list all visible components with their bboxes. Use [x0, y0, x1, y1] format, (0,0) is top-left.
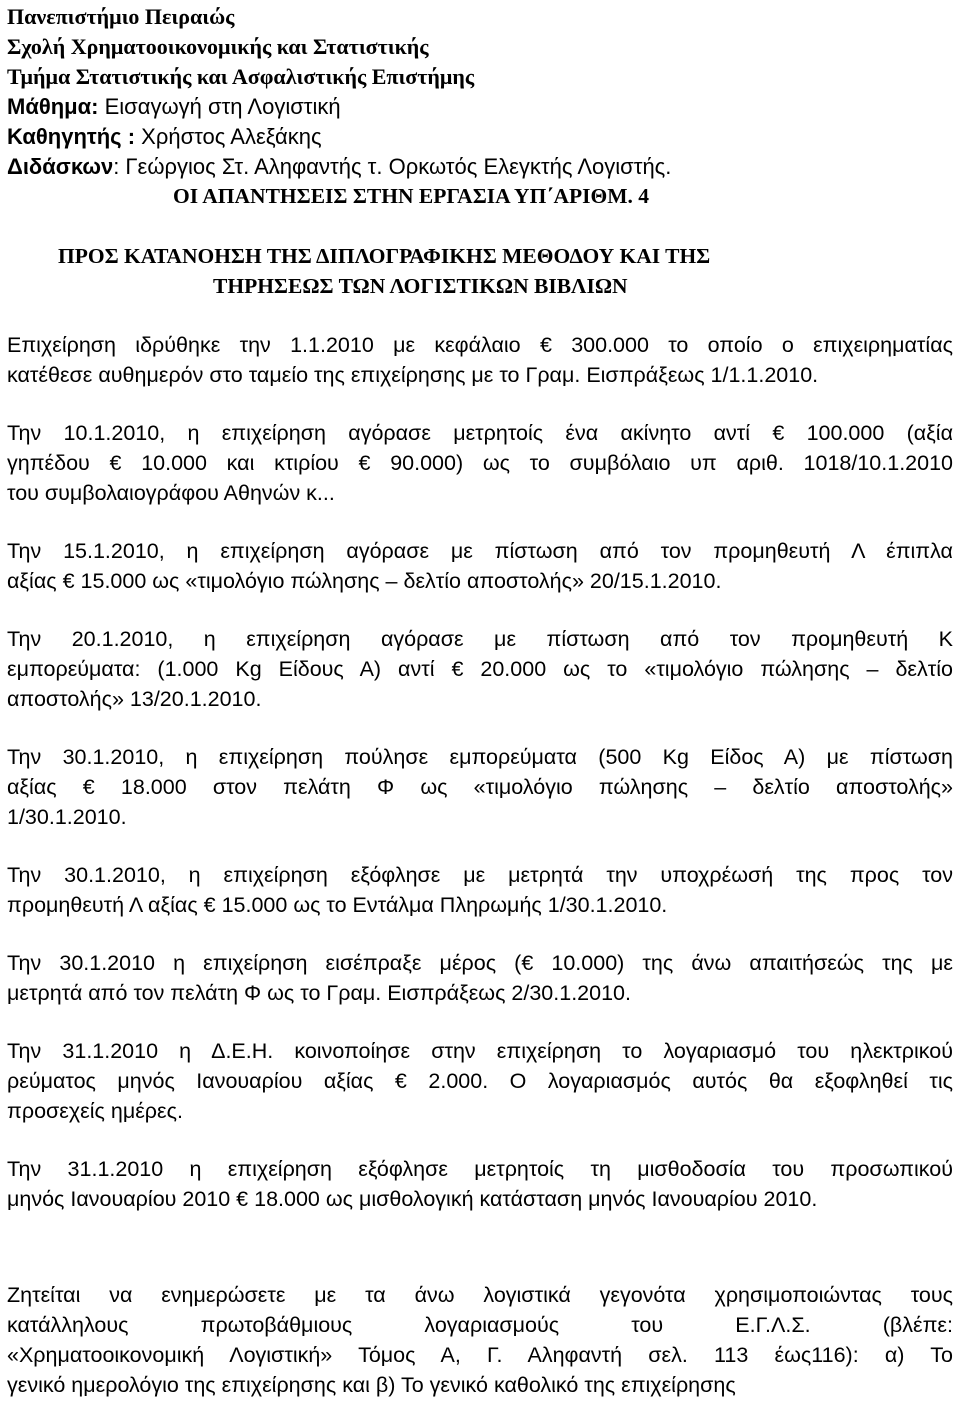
paragraph-2-line: του συμβολαιογράφου Αθηνών κ...: [7, 481, 335, 505]
paragraph-4-line: εμπορεύματα: (1.000 Kg Είδους Α) αντί € 20.000 ως το «τιμολόγιο πώλησης – δελτίο: [7, 657, 953, 681]
paragraph-3-line: αξίας € 15.000 ως «τιμολόγιο πώλησης – δελτίο αποστολής» 20/15.1.2010.: [7, 569, 722, 593]
paragraph-8-line: ρεύματος μηνός Ιανουαρίου αξίας € 2.000. Ο λογαριασμός αυτός θα εξοφληθεί τις: [7, 1069, 953, 1093]
paragraph-2-line: Την 10.1.2010, η επιχείρηση αγόρασε μετρητοίς ένα ακίνητο αντί € 100.000 (αξία: [7, 421, 953, 445]
university-name: Πανεπιστήμιο Πειραιώς: [7, 4, 235, 29]
course-line: [7, 96, 341, 118]
paragraph-4-line: αποστολής» 13/20.1.2010.: [7, 687, 262, 711]
paragraph-8-line: προσεχείς ημέρες.: [7, 1099, 183, 1123]
course-label: Μάθημα:: [7, 94, 99, 119]
instructor-line: [7, 156, 671, 178]
paragraph-10-line: κατάλληλους πρωτοβάθμιους λογαριασμούς του Ε.Γ.Λ.Σ. (βλέπε:: [7, 1313, 953, 1337]
paragraph-10-line: γενικό ημερολόγιο της επιχείρησης και β) Το γενικό καθολικό της επιχείρησης: [7, 1373, 736, 1397]
paragraph-10-line: Ζητείται να ενημερώσετε με τα άνω λογιστικά γεγονότα χρησιμοποιώντας τους: [7, 1283, 953, 1307]
paragraph-4-line: Την 20.1.2010, η επιχείρηση αγόρασε με πίστωση από τον προμηθευτή Κ: [7, 627, 953, 651]
paragraph-7-line: Την 30.1.2010 η επιχείρηση εισέπραξε μέρος (€ 10.000) της άνω απαιτήσεώς της με: [7, 951, 953, 975]
topic-title-line-2: ΤΗΡΗΣΕΩΣ ΤΩΝ ΛΟΓΙΣΤΙΚΩΝ ΒΙΒΛΙΩΝ: [213, 274, 628, 298]
paragraph-9-line: μηνός Ιανουαρίου 2010 € 18.000 ως μισθολογική κατάσταση μηνός Ιανουαρίου 2010.: [7, 1187, 818, 1211]
answers-title: ΟΙ ΑΠΑΝΤΗΣΕΙΣ ΣΤΗΝ ΕΡΓΑΣΙΑ ΥΠ΄ΑΡΙΘΜ. 4: [173, 184, 650, 208]
paragraph-9-line: Την 31.1.2010 η επιχείρηση εξόφλησε μετρητοίς τη μισθοδοσία του προσωπικού: [7, 1157, 953, 1181]
paragraph-1-line: κατέθεσε αυθημερόν στο ταμείο της επιχείρησης με το Γραμ. Εισπράξεως 1/1.1.2010.: [7, 363, 819, 387]
professor-label: Καθηγητής :: [7, 124, 136, 149]
professor-line: [7, 126, 322, 148]
paragraph-3-line: Την 15.1.2010, η επιχείρηση αγόρασε με πίστωση από τον προμηθευτή Λ έπιπλα: [7, 539, 953, 563]
paragraph-2-line: γηπέδου € 10.000 και κτιρίου € 90.000) ως το συμβόλαιο υπ αριθ. 1018/10.1.2010: [7, 451, 953, 475]
paragraph-6-line: Την 30.1.2010, η επιχείρηση εξόφλησε με μετρητά την υποχρέωσή της προς τον: [7, 863, 953, 887]
course-value: Εισαγωγή στη Λογιστική: [104, 94, 341, 119]
paragraph-7-line: μετρητά από τον πελάτη Φ ως το Γραμ. Εισπράξεως 2/30.1.2010.: [7, 981, 631, 1005]
paragraph-5-line: αξίας € 18.000 στον πελάτη Φ ως «τιμολόγιο πώλησης – δελτίο αποστολής»: [7, 775, 953, 799]
topic-title-line-1: ΠΡΟΣ ΚΑΤΑΝΟΗΣΗ ΤΗΣ ΔΙΠΛΟΓΡΑΦΙΚΗΣ ΜΕΘΟΔΟΥ ΚΑΙ ΤΗΣ: [58, 244, 711, 268]
paragraph-10-line: «Χρηματοοικονομική Λογιστική» Τόμος Α, Γ. Αληφαντή σελ. 113 έως116): α) Το: [7, 1343, 953, 1367]
professor-value: Χρήστος Αλεξάκης: [141, 124, 322, 149]
instructor-value: : Γεώργιος Στ. Αληφαντής τ. Ορκωτός Ελεγκτής Λογιστής.: [113, 154, 672, 179]
school-name: Σχολή Χρηματοοικονομικής και Στατιστικής: [7, 34, 429, 59]
paragraph-1-line: Επιχείρηση ιδρύθηκε την 1.1.2010 με κεφάλαιο € 300.000 το οποίο ο επιχειρηματίας: [7, 333, 953, 357]
instructor-label: Διδάσκων: [7, 154, 114, 179]
paragraph-6-line: προμηθευτή Λ αξίας € 15.000 ως το Εντάλμα Πληρωμής 1/30.1.2010.: [7, 893, 668, 917]
paragraph-8-line: Την 31.1.2010 η Δ.Ε.Η. κοινοποίησε στην επιχείρηση το λογαριασμό του ηλεκτρικού: [7, 1039, 953, 1063]
paragraph-5-line: Την 30.1.2010, η επιχείρηση πούλησε εμπορεύματα (500 Kg Είδος Α) με πίστωση: [7, 745, 953, 769]
department-name: Τμήμα Στατιστικής και Ασφαλιστικής Επιστήμης: [7, 64, 475, 89]
paragraph-5-line: 1/30.1.2010.: [7, 805, 127, 829]
